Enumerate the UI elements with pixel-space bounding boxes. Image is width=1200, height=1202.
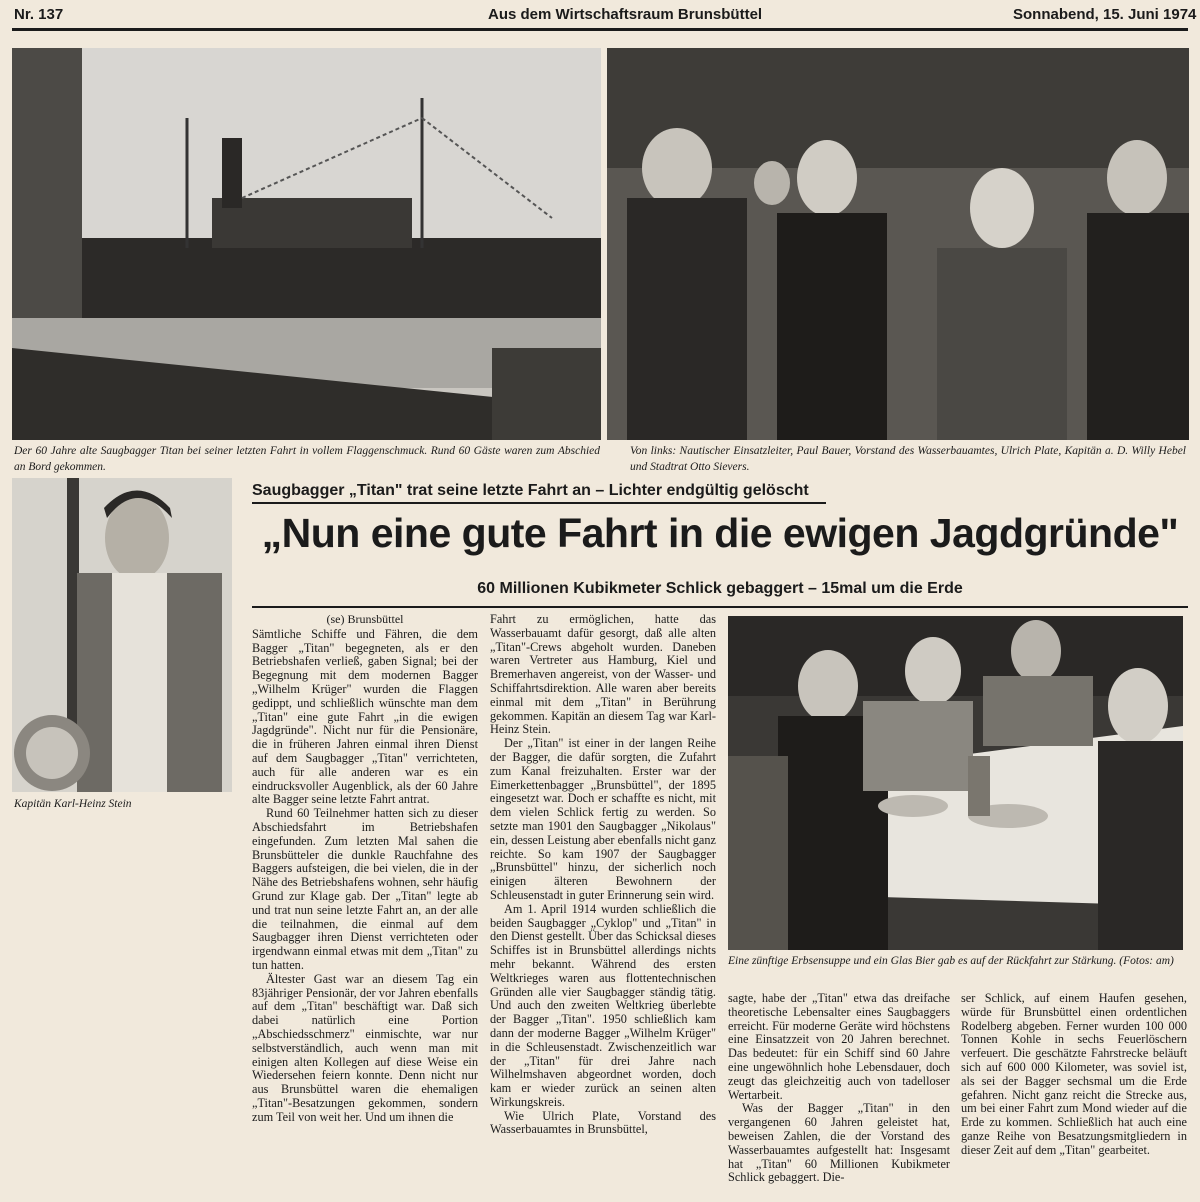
article-column-3: [728, 992, 950, 1185]
paragraph: Fahrt zu ermöglichen, hatte das Wasserbauamt dafür gesorgt, daß alle alten „Titan"-Crews abgeholt wurden. Daneben waren Vertreter aus Hamburg, Kiel und Bremerhaven angereist, von der Wasser- und Schiffahrtsdirektion. Alle waren aber bereits einmal mit dem „Titan" in Berührung gekommen. Kapitän an diesem Tag war Karl-Heinz Stein.: [490, 612, 716, 737]
article-column-4: [961, 992, 1187, 1158]
dateline: (se) Brunsbüttel: [326, 612, 404, 626]
kicker-rule: [252, 502, 826, 504]
header-rule: [12, 28, 1188, 31]
subhead-rule: [252, 606, 1188, 608]
paragraph: Sämtliche Schiffe und Fähren, die dem Bagger „Titan" begegneten, als er den Betriebshafen verließ, gaben Signal; bei der Begegnung mit dem modernen Bagger „Wilhelm Krüger" wurden die Flaggen gedippt, und schließlich wünschte man dem „Titan" eine gute Fahrt „in die ewigen Jagdgründe". Nicht nur für die Pensionäre, die in früheren Jahren einmal ihren Dienst auf dem Saugbagger „Titan" verrichteten, auch für alle anderen war es ein eindrucksvoller Augenblick, als der 60 Jahre alte Bagger seine letzte Fahrt antrat.: [252, 626, 478, 807]
article-column-2: [490, 613, 716, 1137]
captain-caption: Kapitän Karl-Heinz Stein: [14, 798, 132, 810]
paragraph: Ältester Gast war an diesem Tag ein 83jähriger Pensionär, der vor Jahren ebenfalls auf dem „Titan" beschäftigt war. Daß sich dabei natürlich eine Portion „Abschiedsschmerz" einmischte, war nur selbstverständlich, auch wenn man mit einigen alten Kollegen auf diese Weise ein Wiedersehen feiern konnte. Denn nicht nur aus Brunsbüttel waren die ehemaligen „Titan"-Besatzungen gekommen, sondern zum Teil von weit her. Und um ihnen die: [252, 971, 478, 1124]
group-photo: [607, 48, 1189, 440]
paragraph: Rund 60 Teilnehmer hatten sich zu dieser Abschiedsfahrt im Betriebshafen eingefunden. Zum letzten Mal sahen die Brunsbütteler die dunkle Rauchfahne des Baggers aufsteigen, die bei vielen, die in der Nähe des Betriebshafens wohnen, sehr häufig Grund zur Klage gab. Der „Titan" legte ab und trat nun seine letzte Fahrt an, an der alle die teilnahmen, die einmal auf dem Saugbagger ihren Dienst verrichteten oder irgendwann einmal etwas mit dem „Titan" zu tun hatten.: [252, 806, 478, 972]
kicker: Saugbagger „Titan" trat seine letzte Fahrt an – Lichter endgültig gelöscht: [252, 482, 809, 499]
issue-number: Nr. 137: [14, 6, 64, 23]
article-column-1: [252, 613, 478, 1124]
paragraph: Der „Titan" ist einer in der langen Reihe der Bagger, die dafür sorgten, die Zufahrt zum Kanal freizuhalten. Erster war der Eimerkettenbagger „Brunsbüttel", der 1895 eingesetzt war. Doch er schaffte es nicht, mit dem vielen Schlick fertig zu werden. So setzte man 1901 den Saugbagger „Nikolaus" ein, dessen Leistung aber ebenfalls nicht ganz reichte. So kam 1907 der Saugbagger „Brunsbüttel" hinzu, der sicherlich noch einigen älteren Bewohnern der Schleusenstadt in guter Erinnerung sein wird.: [490, 736, 716, 902]
paragraph: Wie Ulrich Plate, Vorstand des Wasserbauamtes in Brunsbüttel,: [490, 1108, 716, 1137]
group-caption: Von links: Nautischer Einsatzleiter, Paul Bauer, Vorstand des Wasserbauamtes, Ulrich Plate, Kapitän a. D. Willy Hebel und Stadtrat Otto Sievers.: [630, 445, 1186, 473]
paragraph: ser Schlick, auf einem Haufen gesehen, würde für Brunsbüttel einen ordentlichen Rodelberg abgeben. Ferner wurden 100 000 Tonnen Kohle in sechs Feuerlöschern verfeuert. Die geschätzte Fahrstrecke beläuft sich auf 600 000 Kilometer, was soviel ist, als sei der Bagger sechsmal um die Erde gefahren. Nicht ganz reicht die Strecke aus, um bei einer Fahrt zum Mond wieder auf die Erde zu kommen. Schließlich hat auch eine ganze Reihe von Besatzungsmitgliedern in dieser Zeit auf dem „Titan" gearbeitet.: [961, 991, 1187, 1157]
ship-caption: Der 60 Jahre alte Saugbagger Titan bei seiner letzten Fahrt in vollem Flaggenschmuck. Rund 60 Gäste waren zum Abschied an Bord gekommen.: [14, 445, 600, 473]
subhead: 60 Millionen Kubikmeter Schlick gebaggert – 15mal um die Erde: [477, 580, 963, 597]
issue-date: Sonnabend, 15. Juni 1974: [1013, 6, 1197, 23]
paragraph: Am 1. April 1914 wurden schließlich die beiden Saugbagger „Cyklop" und „Titan" in den Dienst gestellt. Über das Schicksal dieses Schiffes ist in Brunsbüttel allerdings nichts mehr bekannt. Während des ersten Weltkrieges waren aus flottentechnischen Gründen alle vier Saugbagger ständig tätig. Und auch den zweiten Weltkrieg überlebte der Bagger „Titan". 1950 schließlich kam dann der moderne Bagger „Wilhelm Krüger" in die Schleusenstadt. Zwischenzeitlich war der „Titan" für drei Jahre nach Wilhelmshaven abgeordnet worden, doch kam er wieder zurück an seinen alten Wirkungskreis.: [490, 901, 716, 1109]
dinner-caption: Eine zünftige Erbsensuppe und ein Glas Bier gab es auf der Rückfahrt zur Stärkung. (Fotos: am): [728, 955, 1174, 967]
ship-photo: [12, 48, 601, 440]
paragraph: Was der Bagger „Titan" in den vergangenen 60 Jahren geleistet hat, beweisen Zahlen, die der Vorstand des Wasserbauamtes aufgestellt hat: Insgesamt hat „Titan" 60 Millionen Kubikmeter Schlick gebaggert. Die-: [728, 1101, 950, 1185]
paragraph: sagte, habe der „Titan" etwa das dreifache theoretische Lebensalter eines Saugbaggers erreicht. Für moderne Geräte wird höchstens eine Einsatzzeit von 20 Jahren berechnet. Das bedeutet: für ein Schiff sind 60 Jahre eine ungewöhnlich hohe Lebensdauer, doch zeugt das gleichzeitig auch von tadelloser Wertarbeit.: [728, 991, 950, 1102]
section-title: Aus dem Wirtschaftsraum Brunsbüttel: [488, 6, 763, 23]
dinner-photo: [728, 616, 1183, 950]
captain-photo: [12, 478, 232, 792]
headline: „Nun eine gute Fahrt in die ewigen Jagdgründe": [261, 510, 1179, 556]
